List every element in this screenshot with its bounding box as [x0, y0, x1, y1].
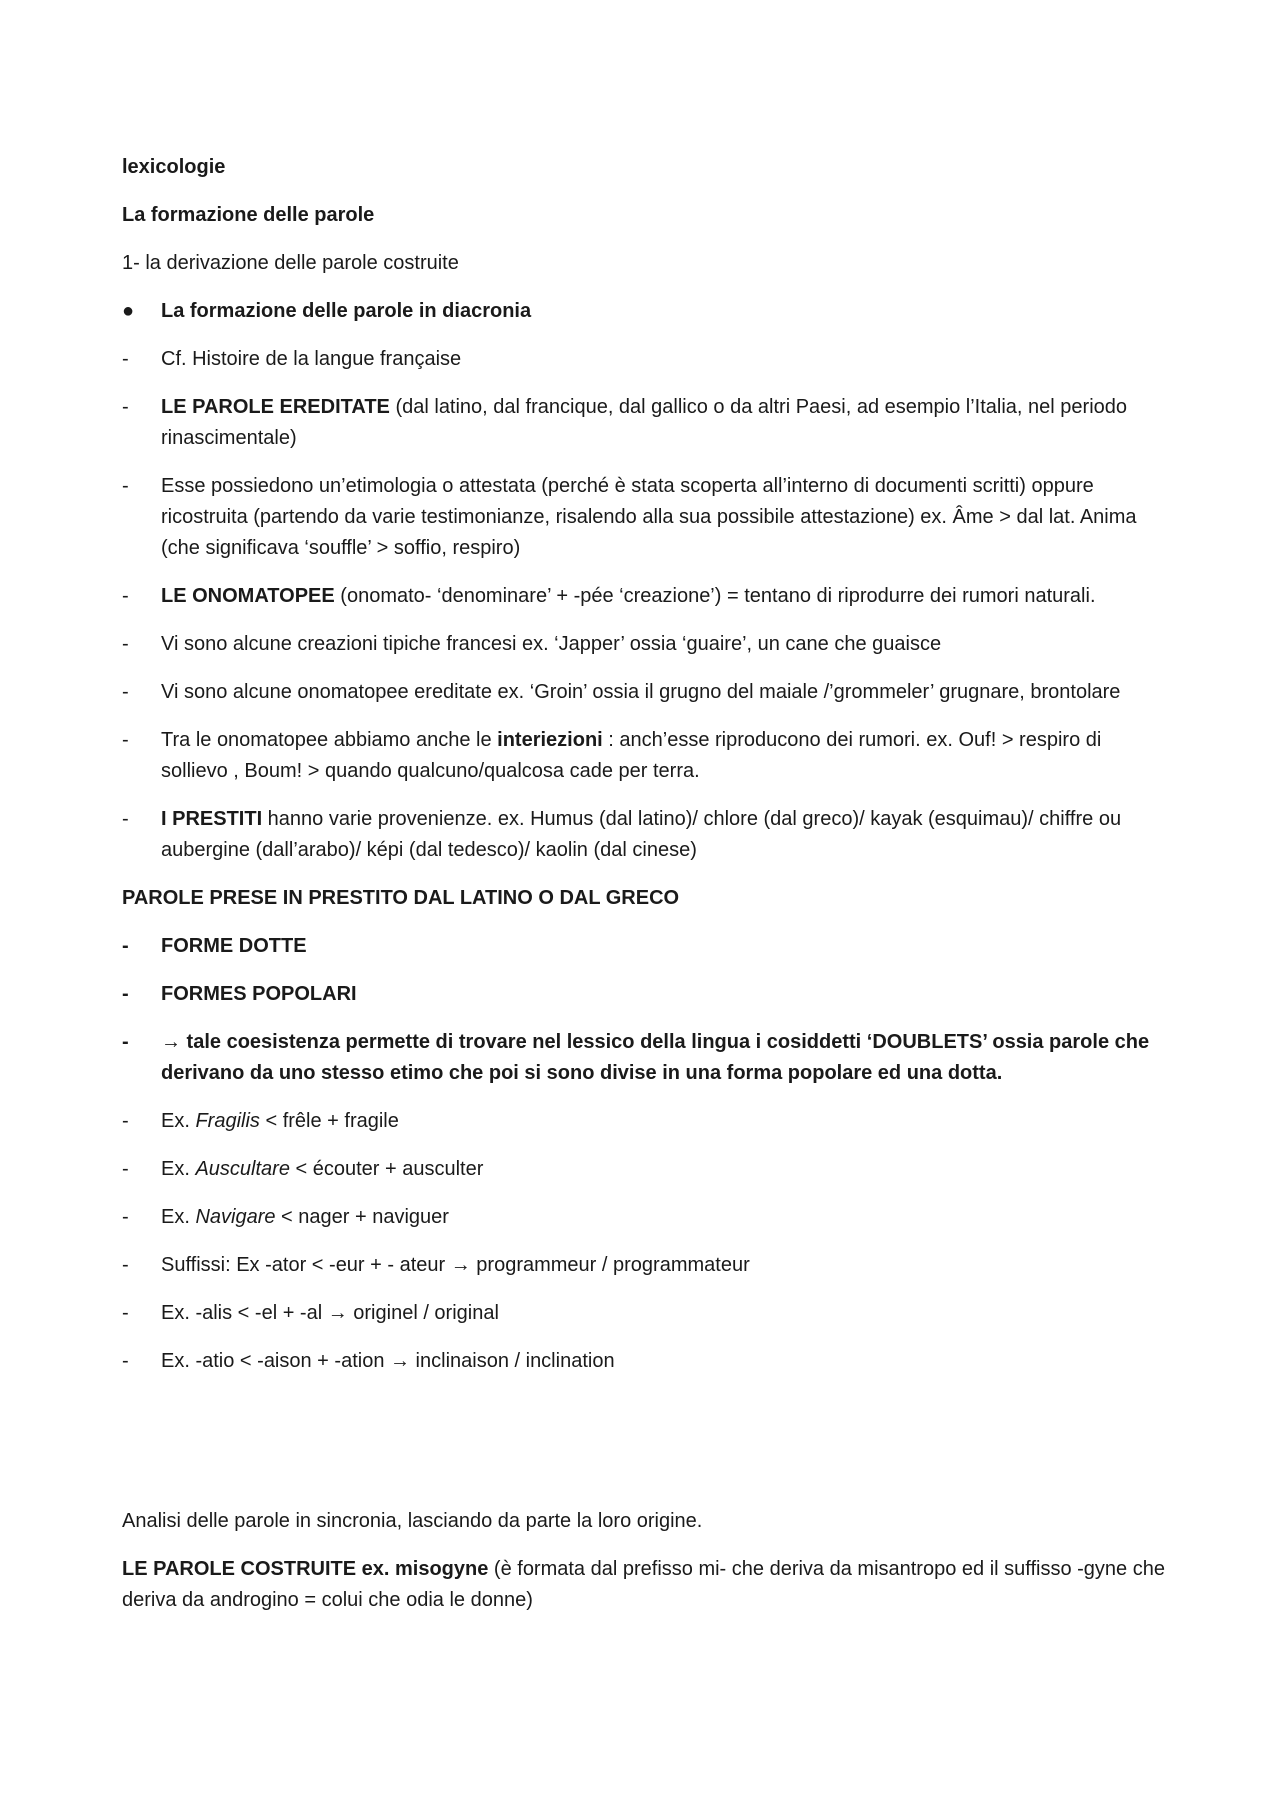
list-item-forme-dotte — [122, 931, 1167, 962]
dash-marker: - — [122, 585, 129, 607]
dash-marker: - — [122, 475, 129, 497]
list-item-doublets — [122, 1027, 1167, 1089]
list-text: Tra le onomatopee abbiamo anche le — [161, 729, 498, 751]
dash-marker: - — [122, 1158, 129, 1180]
list-item-prestiti — [122, 804, 1167, 866]
heading-prestito: PAROLE PRESE IN PRESTITO DAL LATINO O DAL GRECO — [122, 887, 680, 909]
list-text: < nager + naviguer — [275, 1206, 449, 1228]
list-etymon: Navigare — [195, 1206, 276, 1228]
list-item-formes-popolari — [122, 979, 1167, 1010]
list-text: Ex. — [161, 1110, 196, 1132]
list-item-auscultare — [122, 1154, 1167, 1185]
list-text: Ex. — [161, 1206, 196, 1228]
dash-marker: - — [122, 935, 129, 957]
list-text: hanno varie provenienze. ex. Humus (dal latino)/ chlore (dal greco)/ kayak (esquimau)/ chiffre ou aubergine (dall’arabo)/ képi (dal tedesco)/ kaolin (dal cinese) — [161, 808, 1122, 861]
list-item-alis — [122, 1298, 1167, 1329]
list-text: Suffissi: Ex -ator < -eur + - ateur → programmeur / programmateur — [161, 1254, 750, 1276]
list-text: Ex. -atio < -aison + -ation → inclinaison / inclination — [161, 1350, 615, 1372]
list-etymon: Fragilis — [195, 1110, 260, 1132]
list-text: Ex. — [161, 1158, 196, 1180]
subheading: 1- la derivazione delle parole costruite — [122, 252, 459, 274]
bullet-text: La formazione delle parole in diacronia — [161, 300, 532, 322]
paragraph-costruite — [122, 1554, 1167, 1616]
list-text: FORMES POPOLARI — [161, 983, 357, 1005]
list-text: < écouter + ausculter — [289, 1158, 484, 1180]
list-text: (dal latino, dal francique, dal gallico o da altri Paesi, ad esempio l’Italia, nel periodo rinascimentale) — [161, 396, 1128, 449]
dash-marker: - — [122, 808, 129, 830]
list-term: interiezioni — [497, 729, 603, 751]
list-item-atio — [122, 1346, 1167, 1377]
document-body — [122, 152, 1167, 1633]
dash-marker: - — [122, 396, 129, 418]
dash-marker: - — [122, 633, 129, 655]
dash-marker: - — [122, 681, 129, 703]
doc-title: lexicologie — [122, 156, 226, 178]
list-text: → tale coesistenza permette di trovare nel lessico della lingua i cosiddetti ‘DOUBLETS’ ossia parole che derivano da uno stesso etimo che poi si sono divise in una forma popolare ed una dotta. — [161, 1031, 1150, 1084]
list-etymon: Auscultare — [195, 1158, 290, 1180]
dash-marker: - — [122, 1110, 129, 1132]
paragraph-term: LE PAROLE COSTRUITE ex. misogyne — [122, 1558, 489, 1580]
list-item-navigare — [122, 1202, 1167, 1233]
list-item-creazioni — [122, 629, 1167, 660]
list-item-etimologia — [122, 471, 1167, 564]
list-term: LE PAROLE EREDITATE — [161, 396, 390, 418]
list-text: Esse possiedono un’etimologia o attestata (perché è stata scoperta all’interno di documenti scritti) oppure ricostruita (partendo da varie testimonianze, risalendo alla sua possibile attestazione) ex. Âme > dal lat. Anima (che significava ‘souffle’ > soffio, respiro) — [161, 475, 1137, 559]
list-item-onomatopee — [122, 581, 1167, 612]
list-text: Vi sono alcune onomatopee ereditate ex. ‘Groin’ ossia il grugno del maiale /’grommeler’ grugnare, brontolare — [161, 681, 1121, 703]
list-text: FORME DOTTE — [161, 935, 307, 957]
dash-marker: - — [122, 1254, 129, 1276]
dash-marker: - — [122, 348, 129, 370]
list-item-suffissi — [122, 1250, 1167, 1281]
dash-marker: - — [122, 1302, 129, 1324]
section-heading: La formazione delle parole — [122, 204, 375, 226]
list-text: Ex. -alis < -el + -al → originel / original — [161, 1302, 499, 1324]
spacer — [122, 1394, 1167, 1506]
list-text: (onomato- ‘denominare’ + -pée ‘creazione’) = tentano di riprodurre dei rumori naturali. — [334, 585, 1096, 607]
dash-marker: - — [122, 1031, 129, 1053]
dash-marker: - — [122, 983, 129, 1005]
paragraph-sincronia: Analisi delle parole in sincronia, lasciando da parte la loro origine. — [122, 1510, 703, 1532]
dash-marker: - — [122, 1350, 129, 1372]
bullet-marker: ● — [122, 300, 135, 322]
list-text: Vi sono alcune creazioni tipiche francesi ex. ‘Japper’ ossia ‘guaire’, un cane che guaisce — [161, 633, 942, 655]
list-text: Cf. Histoire de la langue française — [161, 348, 462, 370]
list-term: LE ONOMATOPEE — [161, 585, 335, 607]
paragraph-text: (è formata dal prefisso mi- che deriva da misantropo ed il suffisso -gyne che deriva da androgino = colui che odia le donne) — [122, 1558, 1165, 1611]
list-text: : anch’esse riproducono dei rumori. ex. Ouf! > respiro di sollievo , Boum! > quando qualcuno/qualcosa cade per terra. — [161, 729, 1102, 782]
list-item-fragilis — [122, 1106, 1167, 1137]
list-term: I PRESTITI — [161, 808, 263, 830]
list-text: < frêle + fragile — [259, 1110, 399, 1132]
list-item-onomatopee-ereditate — [122, 677, 1167, 708]
list-item-ereditate — [122, 392, 1167, 454]
dash-marker: - — [122, 729, 129, 751]
list-item-interiezioni — [122, 725, 1167, 787]
list-item-cf — [122, 344, 1167, 375]
dash-marker: - — [122, 1206, 129, 1228]
bullet-item-diacronia — [122, 296, 1167, 327]
